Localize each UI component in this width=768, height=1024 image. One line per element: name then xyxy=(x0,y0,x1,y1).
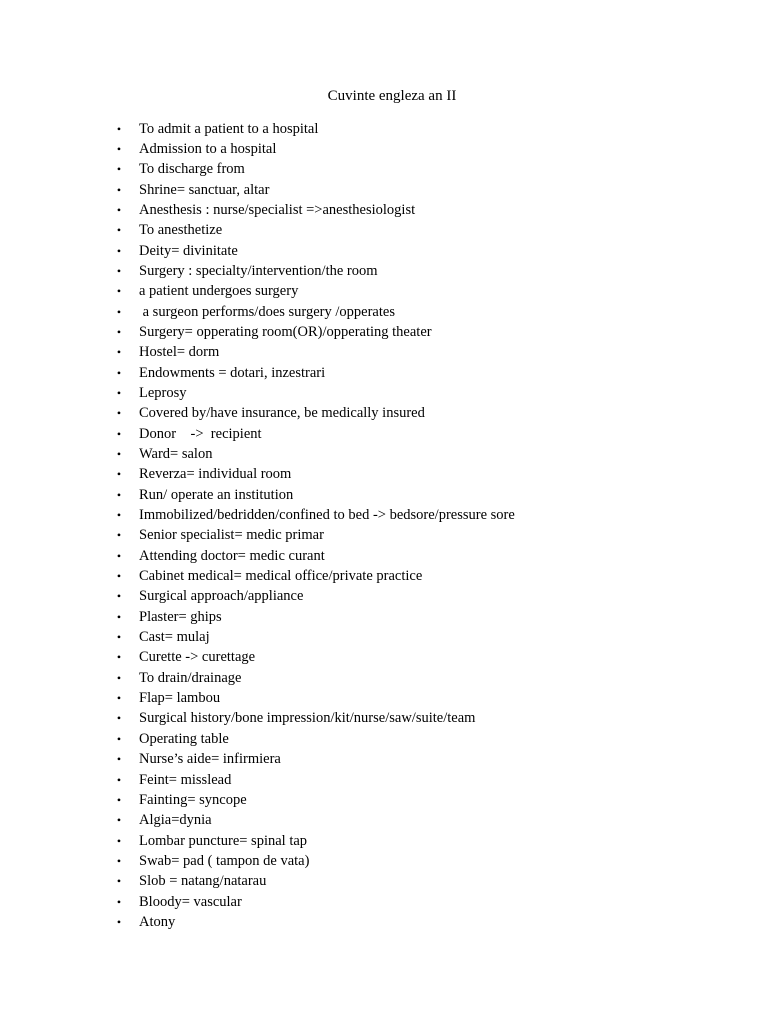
bullet-icon: • xyxy=(116,141,122,156)
bullet-icon: • xyxy=(116,182,122,197)
bullet-icon: • xyxy=(116,609,122,624)
list-item-text: Surgical history/bone impression/kit/nurse/saw/suite/team xyxy=(139,710,476,727)
list-item-text: Algia=dynia xyxy=(139,812,212,829)
list-item-text: To discharge from xyxy=(139,161,245,178)
list-item-text: a surgeon performs/does surgery /opperates xyxy=(139,303,395,320)
bullet-icon: • xyxy=(116,223,122,238)
bullet-icon: • xyxy=(116,487,122,502)
list-item-text: Feint= misslead xyxy=(139,771,232,788)
bullet-icon: • xyxy=(116,345,122,360)
bullet-icon: • xyxy=(116,772,122,787)
list-item-text: Slob = natang/natarau xyxy=(139,873,267,890)
bullet-icon: • xyxy=(116,406,122,421)
document-title: Cuvinte engleza an II xyxy=(327,88,457,104)
bullet-icon: • xyxy=(116,630,122,645)
bullet-icon: • xyxy=(116,752,122,767)
list-item-text: Anesthesis : nurse/specialist =>anesthesiologist xyxy=(139,201,416,218)
bullet-icon: • xyxy=(116,670,122,685)
bullet-icon: • xyxy=(116,385,122,400)
list-item-text: Donor -> recipient xyxy=(139,425,262,442)
list-item-text: Covered by/have insurance, be medically insured xyxy=(139,405,425,422)
list-item-text: Hostel= dorm xyxy=(139,344,220,361)
list-item-text: Attending doctor= medic curant xyxy=(139,547,325,564)
list-item-text: Lombar puncture= spinal tap xyxy=(139,832,308,849)
list-item-text: Cast= mulaj xyxy=(139,629,210,646)
bullet-icon: • xyxy=(116,324,122,339)
bullet-icon: • xyxy=(116,528,122,543)
bullet-icon: • xyxy=(116,914,122,929)
list-item-text: Flap= lambou xyxy=(139,690,221,707)
bullet-icon: • xyxy=(116,691,122,706)
list-item-text: To admit a patient to a hospital xyxy=(139,120,319,137)
bullet-icon: • xyxy=(116,426,122,441)
list-item-text: Curette -> curettage xyxy=(139,649,256,666)
list-item-text: Immobilized/bedridden/confined to bed -> bedsore/pressure sore xyxy=(139,507,515,524)
list-item-text: Deity= divinitate xyxy=(139,242,238,259)
bullet-icon: • xyxy=(116,162,122,177)
list-item-text: To anesthetize xyxy=(139,222,223,239)
bullet-icon: • xyxy=(116,894,122,909)
list-item-text: To drain/drainage xyxy=(139,669,242,686)
list-item-text: Operating table xyxy=(139,730,229,747)
list-item-text: Surgery : specialty/intervention/the room xyxy=(139,262,378,279)
bullet-icon: • xyxy=(116,263,122,278)
bullet-icon: • xyxy=(116,243,122,258)
bullet-icon: • xyxy=(116,569,122,584)
bullet-icon: • xyxy=(116,508,122,523)
bullet-icon: • xyxy=(116,874,122,889)
bullet-icon: • xyxy=(116,284,122,299)
bullet-icon: • xyxy=(116,853,122,868)
bullet-icon: • xyxy=(116,731,122,746)
list-item-text: Bloody= vascular xyxy=(139,893,242,910)
bullet-icon: • xyxy=(116,589,122,604)
bullet-icon: • xyxy=(116,650,122,665)
list-item-text: Senior specialist= medic primar xyxy=(139,527,324,544)
bullet-icon: • xyxy=(116,548,122,563)
list-item-text: Endowments = dotari, inzestrari xyxy=(139,364,326,381)
list-item-text: Cabinet medical= medical office/private practice xyxy=(139,568,423,585)
bullet-icon: • xyxy=(116,304,122,319)
list-item-text: a patient undergoes surgery xyxy=(139,283,299,300)
bullet-icon: • xyxy=(116,467,122,482)
bullet-icon: • xyxy=(116,813,122,828)
list-item-text: Leprosy xyxy=(139,384,187,401)
list-item-text: Shrine= sanctuar, altar xyxy=(139,181,270,198)
bullet-icon: • xyxy=(116,833,122,848)
list-item-text: Fainting= syncope xyxy=(139,791,247,808)
bullet-icon: • xyxy=(116,447,122,461)
list-item-text: Reverza= individual room xyxy=(139,466,292,483)
list-item-text: Admission to a hospital xyxy=(139,140,277,157)
list-item-text: Swab= pad ( tampon de vata) xyxy=(139,852,310,869)
bullet-icon: • xyxy=(116,711,122,726)
bullet-icon: • xyxy=(116,792,122,807)
bullet-icon: • xyxy=(116,121,122,136)
list-item-text: Surgical approach/appliance xyxy=(139,588,304,605)
bullet-icon: • xyxy=(116,365,122,380)
list-item-text: Ward= salon xyxy=(139,446,213,462)
list-item-text: Atony xyxy=(139,913,176,930)
list-item-text: Run/ operate an institution xyxy=(139,486,294,503)
list-item-text: Surgery= opperating room(OR)/opperating theater xyxy=(139,323,432,340)
bullet-icon: • xyxy=(116,202,122,217)
list-item-text: Plaster= ghips xyxy=(139,608,222,625)
list-item-text: Nurse’s aide= infirmiera xyxy=(139,751,281,768)
